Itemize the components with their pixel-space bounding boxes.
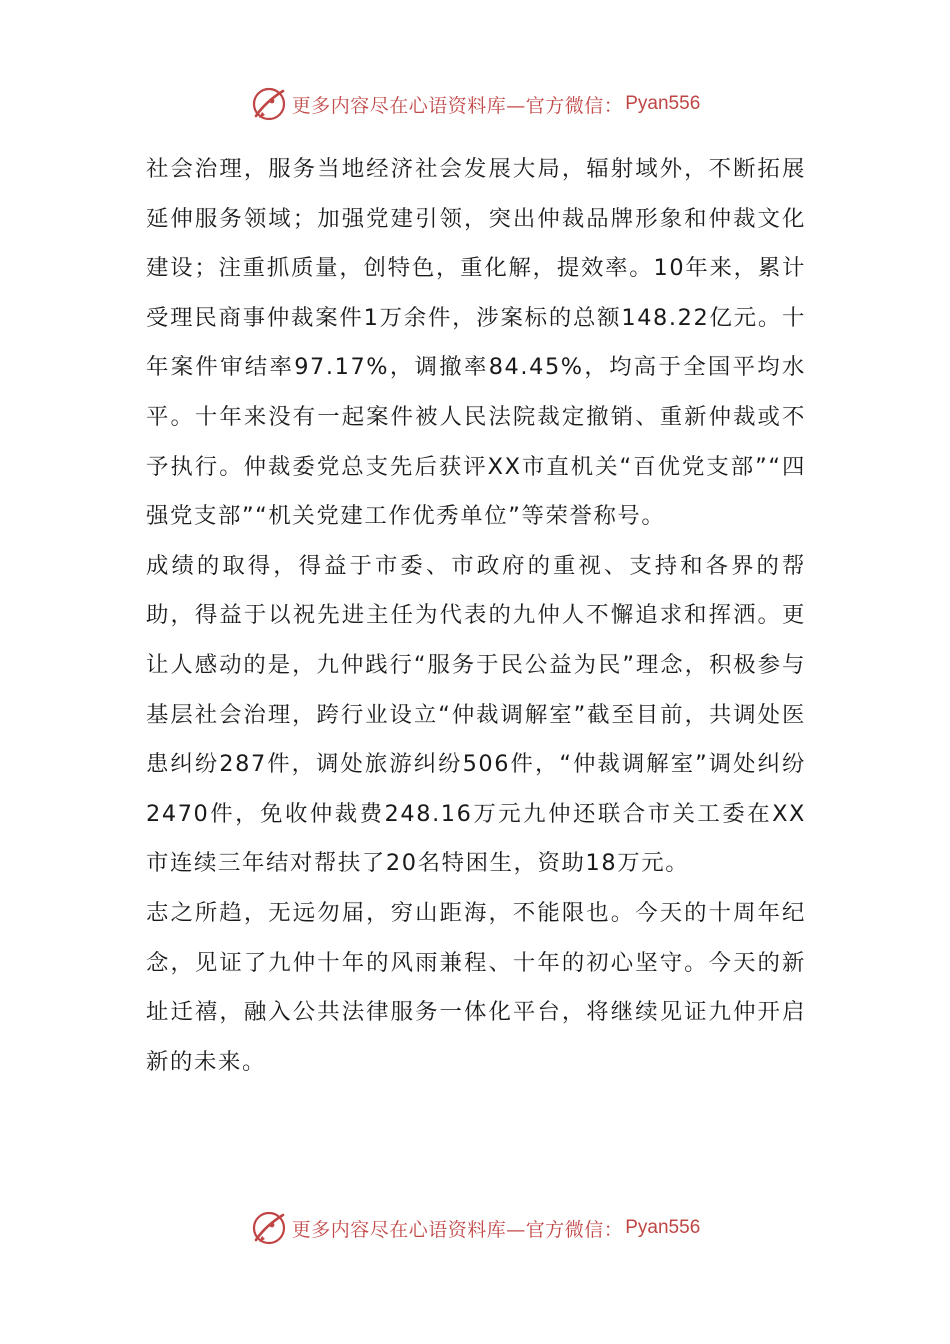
paragraph-3: 志之所趋，无远勿届，穷山距海，不能限也。今天的十周年纪念，见证了九仲十年的风雨兼程、十年的初心坚守。今天的新址迁禧，融入公共法律服务一体化平台，将继续见证九仲开启新的未来。 — [146, 899, 806, 1075]
banner-text: 更多内容尽在心语资料库—官方微信： — [291, 94, 624, 117]
footer-watermark-banner — [0, 1208, 950, 1248]
pen-circle-logo-icon — [250, 85, 288, 123]
banner-wechat-id: Pyan556 — [625, 93, 701, 114]
paragraph-1: 社会治理，服务当地经济社会发展大局，辐射域外，不断拓展延伸服务领域；加强党建引领，突出仲裁品牌形象和仲裁文化建设；注重抓质量，创特色，重化解，提效率。10年来，累计受理民商事仲裁案件1万余件，涉案标的总额148.22亿元。十年案件审结率97.17%，调撤率84.45%，均高于全国平均水平。十年来没有一起案件被人民法院裁定撤销、重新仲裁或不予执行。仲裁委党总支先后获评XX市直机关“百优党支部”“四强党支部”“机关党建工作优秀单位”等荣誉称号。 — [146, 156, 806, 530]
document-body — [146, 145, 806, 1087]
banner-wechat-id: Pyan556 — [625, 1217, 701, 1238]
paragraph-2: 成绩的取得，得益于市委、市政府的重视、支持和各界的帮助，得益于以祝先进主任为代表的九仲人不懈追求和挥洒。更让人感动的是，九仲践行“服务于民公益为民”理念，积极参与基层社会治理，跨行业设立“仲裁调解室”截至目前，共调处医患纠纷287件，调处旅游纠纷506件，“仲裁调解室”调处纠纷2470件，免收仲裁费248.16万元九仲还联合市关工委在XX市连续三年结对帮扶了20名特困生，资助18万元。 — [146, 552, 806, 877]
banner-text: 更多内容尽在心语资料库—官方微信： — [291, 1218, 624, 1241]
pen-circle-logo-icon — [250, 1209, 288, 1247]
header-watermark-banner — [0, 84, 950, 124]
